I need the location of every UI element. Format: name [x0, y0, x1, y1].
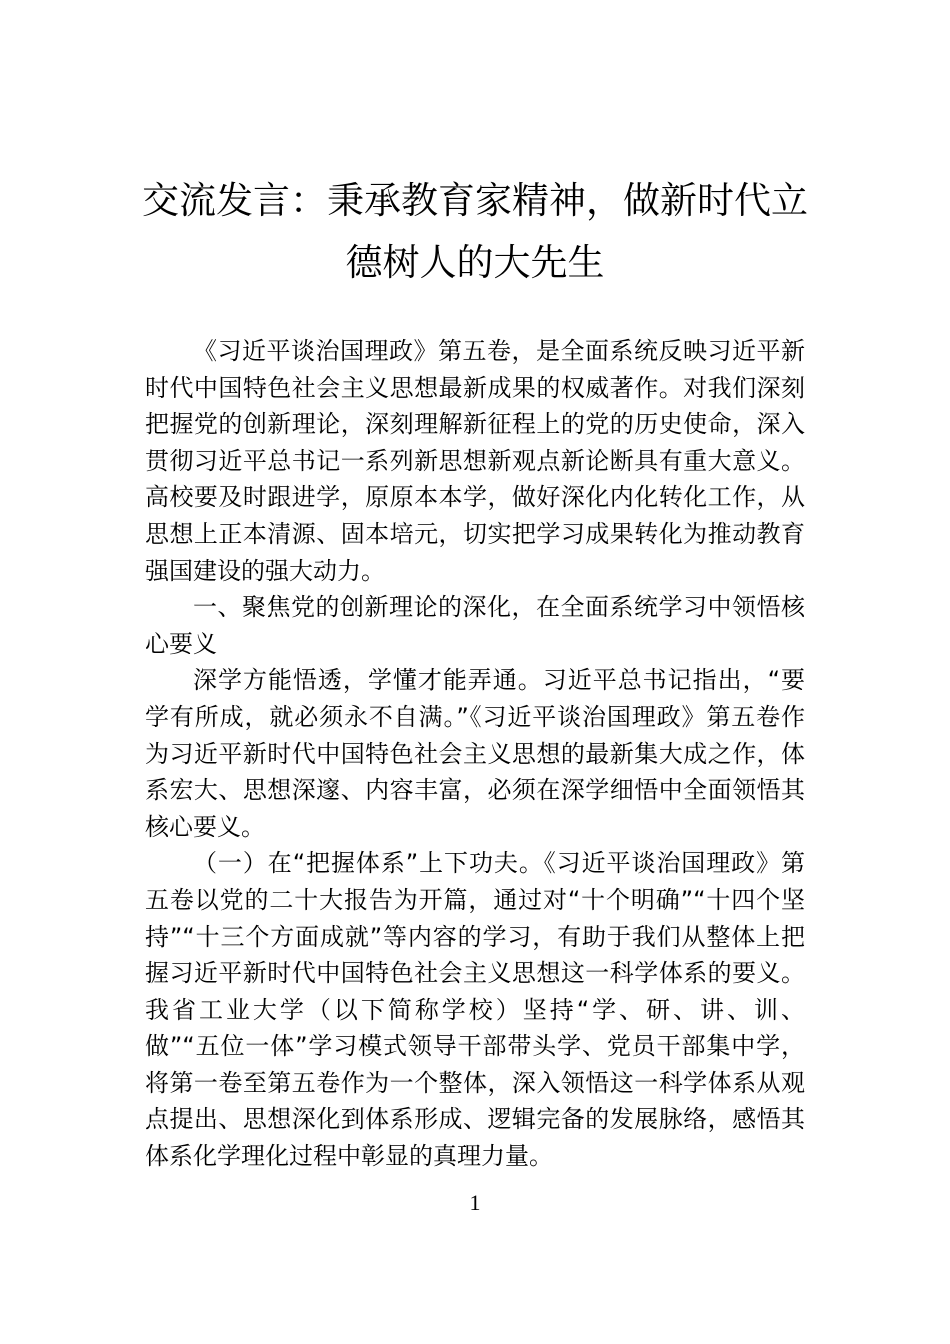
page-number: 1 [469, 1190, 481, 1215]
document-body [145, 333, 805, 1175]
title-line-1: 交流发言：秉承教育家精神，做新时代立 [142, 179, 808, 222]
paragraph-section-1: 深学方能悟透，学懂才能弄通。习近平总书记指出，“要学有所成，就必须永不自满。”《习近平谈治国理政》第五卷作为习近平新时代中国特色社会主义思想的最新集大成之作，体系宏大、思想深邃、内容丰富，必须在深学细悟中全面领悟其核心要义。 [145, 666, 805, 841]
title-line-2: 德树人的大先生 [345, 241, 605, 284]
section-heading-1: 一、聚焦党的创新理论的深化，在全面系统学习中领悟核心要义 [145, 593, 805, 658]
paragraph-intro: 《习近平谈治国理政》第五卷，是全面系统反映习近平新时代中国特色社会主义思想最新成果的权威著作。对我们深刻把握党的创新理论，深刻理解新征程上的党的历史使命，深入贯彻习近平总书记一系列新思想新观点新论断具有重大意义。高校要及时跟进学，原原本本学，做好深化内化转化工作，从思想上正本清源、固本培元，切实把学习成果转化为推动教育强国建设的强大动力。 [145, 337, 805, 585]
paragraph-subsection-1: （一）在“把握体系”上下功夫。《习近平谈治国理政》第五卷以党的二十大报告为开篇，通过对“十个明确”“十四个坚持”“十三个方面成就”等内容的学习，有助于我们从整体上把握习近平新时代中国特色社会主义思想这一科学体系的要义。我省工业大学（以下简称学校）坚持“学、研、讲、训、做”“五位一体”学习模式领导干部带头学、党员干部集中学，将第一卷至第五卷作为一个整体，深入领悟这一科学体系从观点提出、思想深化到体系形成、逻辑完备的发展脉络，感悟其体系化学理化过程中彰显的真理力量。 [145, 849, 805, 1171]
document-title [120, 170, 830, 294]
